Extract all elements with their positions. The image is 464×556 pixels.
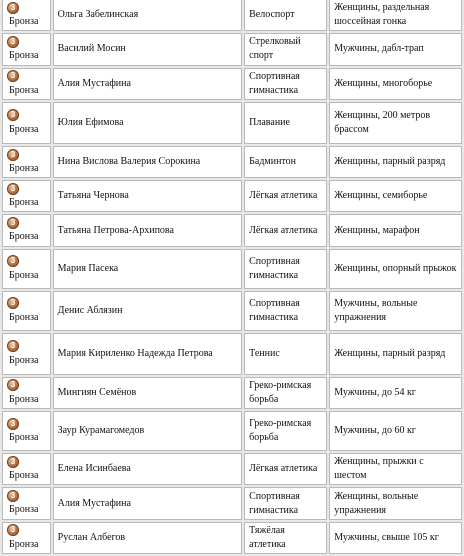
- athlete-cell: Юлия Ефимова: [53, 102, 243, 144]
- event-cell: Женщины, марафон: [329, 214, 462, 246]
- medal-cell: [2, 214, 51, 246]
- sport-cell: Теннис: [244, 333, 327, 375]
- sport-cell: Лёгкая атлетика: [244, 453, 327, 485]
- medal-table-body: [2, 0, 462, 554]
- medal-cell: [2, 333, 51, 375]
- bronze-medal-icon: 3: [7, 183, 19, 195]
- event-cell: Женщины, прыжки с шестом: [329, 453, 462, 485]
- table-row: [2, 333, 462, 375]
- sport-cell: Спортивная гимнастика: [244, 487, 327, 519]
- athlete-cell: Заур Курамагомедов: [53, 411, 243, 451]
- athlete-cell: Татьяна Чернова: [53, 180, 243, 212]
- medal-cell: [2, 411, 51, 451]
- bronze-medal-icon: 3: [7, 297, 19, 309]
- athlete-cell: Ольга Забелинская: [53, 0, 243, 31]
- event-cell: Женщины, парный разряд: [329, 333, 462, 375]
- table-row: [2, 0, 462, 31]
- bronze-medal-icon: 3: [7, 149, 19, 161]
- medal-cell: [2, 180, 51, 212]
- medal-label: Бронза: [9, 197, 39, 209]
- event-cell: Мужчины, дабл-трап: [329, 33, 462, 65]
- event-cell: Женщины, 200 метров брассом: [329, 102, 462, 144]
- medal-label: Бронза: [9, 231, 39, 243]
- sport-cell: Плавание: [244, 102, 327, 144]
- medal-cell: [2, 487, 51, 519]
- table-row: [2, 146, 462, 178]
- athlete-cell: Елена Исинбаева: [53, 453, 243, 485]
- event-cell: Женщины, раздельная шоссейная гонка: [329, 0, 462, 31]
- sport-cell: Стрелковый спорт: [244, 33, 327, 65]
- sport-cell: Лёгкая атлетика: [244, 180, 327, 212]
- table-row: [2, 411, 462, 451]
- event-cell: Женщины, вольные упражнения: [329, 487, 462, 519]
- sport-cell: Бадминтон: [244, 146, 327, 178]
- bronze-medal-icon: 3: [7, 524, 19, 536]
- medal-label: Бронза: [9, 538, 39, 550]
- bronze-medal-icon: 3: [7, 217, 19, 229]
- athlete-cell: Нина Вислова Валерия Сорокина: [53, 146, 243, 178]
- event-cell: Мужчины, до 60 кг: [329, 411, 462, 451]
- medal-cell: [2, 102, 51, 144]
- sport-cell: Греко-римская борьба: [244, 411, 327, 451]
- medal-cell: [2, 377, 51, 409]
- event-cell: Женщины, опорный прыжок: [329, 249, 462, 289]
- athlete-cell: Татьяна Петрова-Архипова: [53, 214, 243, 246]
- table-row: [2, 453, 462, 485]
- bronze-medal-icon: 3: [7, 340, 19, 352]
- bronze-medal-icon: 3: [7, 109, 19, 121]
- athlete-cell: Мария Кириленко Надежда Петрова: [53, 333, 243, 375]
- medal-label: Бронза: [9, 431, 39, 443]
- bronze-medal-icon: 3: [7, 70, 19, 82]
- table-row: [2, 249, 462, 289]
- athlete-cell: Мария Пасека: [53, 249, 243, 289]
- athlete-cell: Алия Мустафина: [53, 487, 243, 519]
- athlete-cell: Алия Мустафина: [53, 68, 243, 100]
- bronze-medal-icon: 3: [7, 418, 19, 430]
- medal-cell: [2, 522, 51, 554]
- athlete-cell: Руслан Албегов: [53, 522, 243, 554]
- medal-label: Бронза: [9, 504, 39, 516]
- event-cell: Женщины, парный разряд: [329, 146, 462, 178]
- event-cell: Мужчины, до 54 кг: [329, 377, 462, 409]
- medal-label: Бронза: [9, 162, 39, 174]
- table-row: [2, 33, 462, 65]
- medal-cell: [2, 249, 51, 289]
- bronze-medal-icon: 3: [7, 490, 19, 502]
- medal-cell: [2, 33, 51, 65]
- event-cell: Женщины, многоборье: [329, 68, 462, 100]
- medal-label: Бронза: [9, 393, 39, 405]
- table-row: [2, 68, 462, 100]
- bronze-medal-icon: 3: [7, 255, 19, 267]
- event-cell: Женщины, семиборье: [329, 180, 462, 212]
- sport-cell: Лёгкая атлетика: [244, 214, 327, 246]
- medal-label: Бронза: [9, 50, 39, 62]
- table-row: [2, 102, 462, 144]
- event-cell: Мужчины, вольные упражнения: [329, 291, 462, 331]
- bronze-medal-icon: 3: [7, 379, 19, 391]
- table-row: [2, 180, 462, 212]
- medal-cell: [2, 0, 51, 31]
- table-row: [2, 377, 462, 409]
- bronze-medal-icon: 3: [7, 36, 19, 48]
- sport-cell: Греко-римская борьба: [244, 377, 327, 409]
- medal-cell: [2, 453, 51, 485]
- sport-cell: Велоспорт: [244, 0, 327, 31]
- medal-label: Бронза: [9, 123, 39, 135]
- medal-cell: [2, 68, 51, 100]
- sport-cell: Спортивная гимнастика: [244, 291, 327, 331]
- table-row: [2, 522, 462, 554]
- athlete-cell: Василий Мосин: [53, 33, 243, 65]
- table-row: [2, 487, 462, 519]
- sport-cell: Спортивная гимнастика: [244, 68, 327, 100]
- medal-label: Бронза: [9, 311, 39, 323]
- sport-cell: Тяжёлая атлетика: [244, 522, 327, 554]
- table-row: [2, 291, 462, 331]
- bronze-medal-icon: 3: [7, 2, 19, 14]
- bronze-medal-icon: 3: [7, 456, 19, 468]
- medal-label: Бронза: [9, 16, 39, 27]
- medal-label: Бронза: [9, 470, 39, 482]
- sport-cell: Спортивная гимнастика: [244, 249, 327, 289]
- medal-label: Бронза: [9, 84, 39, 96]
- athlete-cell: Денис Аблязин: [53, 291, 243, 331]
- medal-label: Бронза: [9, 354, 39, 366]
- medal-cell: [2, 146, 51, 178]
- athlete-cell: Мингиян Семёнов: [53, 377, 243, 409]
- table-row: [2, 214, 462, 246]
- event-cell: Мужчины, свыше 105 кг: [329, 522, 462, 554]
- medal-label: Бронза: [9, 269, 39, 281]
- medal-cell: [2, 291, 51, 331]
